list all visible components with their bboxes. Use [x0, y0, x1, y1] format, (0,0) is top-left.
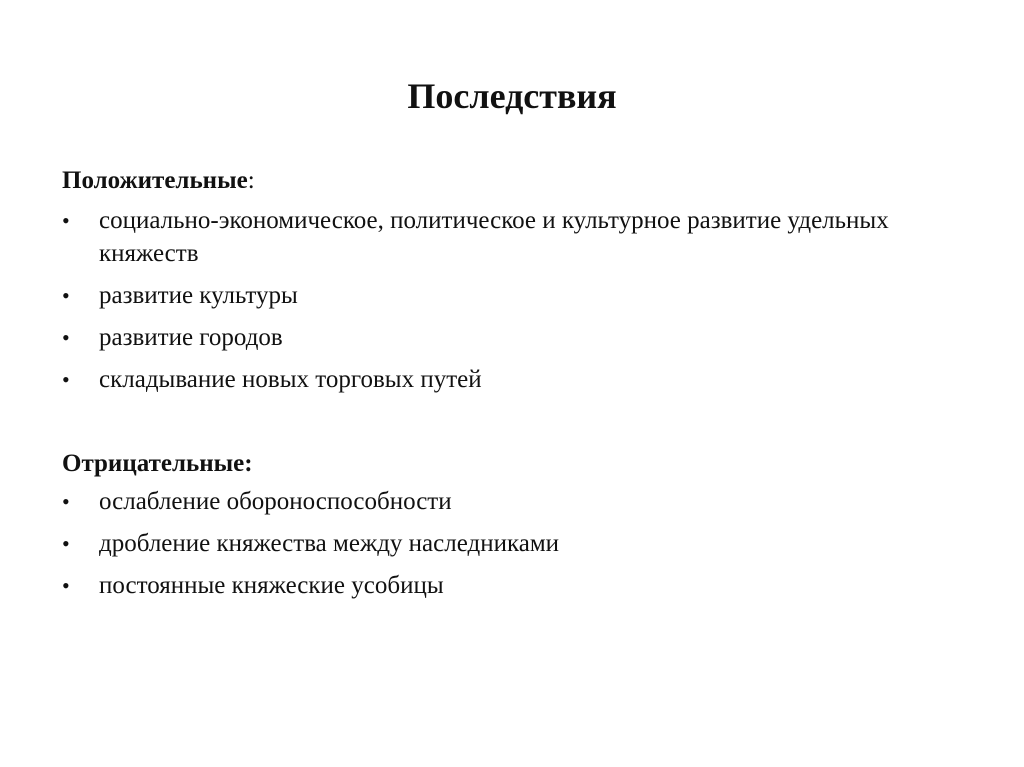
bullet: •	[62, 489, 70, 514]
positive-heading-colon: :	[247, 167, 255, 194]
positive-list	[62, 204, 942, 396]
negative-section	[62, 445, 942, 611]
list-item-text: постоянные княжеские усобицы	[99, 572, 444, 599]
bullet: •	[62, 573, 70, 598]
list-item-text: ослабление обороноспособности	[99, 488, 452, 515]
bullet: •	[62, 367, 70, 392]
list-item	[62, 569, 942, 602]
list-item	[62, 204, 942, 270]
list-item-text: развитие культуры	[99, 282, 298, 309]
list-item	[62, 485, 942, 518]
list-item-text: развитие городов	[99, 324, 283, 351]
negative-heading-text: Отрицательные	[62, 450, 245, 477]
list-item	[62, 321, 942, 354]
list-item-text: социально-экономическое, политическое и культурное развитие удельных княжеств	[99, 207, 889, 267]
negative-heading	[62, 445, 942, 483]
bullet: •	[62, 531, 70, 556]
list-item-text: складывание новых торговых путей	[99, 366, 482, 393]
slide-title: Последствия	[407, 76, 617, 116]
bullet: •	[62, 208, 70, 233]
list-item	[62, 363, 942, 396]
positive-heading-text: Положительные	[62, 167, 248, 194]
positive-heading	[62, 162, 942, 200]
list-item-text: дробление княжества между наследниками	[99, 530, 560, 557]
list-item	[62, 279, 942, 312]
positive-section	[62, 162, 942, 405]
bullet: •	[62, 325, 70, 350]
negative-heading-colon: :	[244, 450, 253, 477]
negative-list	[62, 485, 942, 602]
list-item	[62, 527, 942, 560]
bullet: •	[62, 283, 70, 308]
